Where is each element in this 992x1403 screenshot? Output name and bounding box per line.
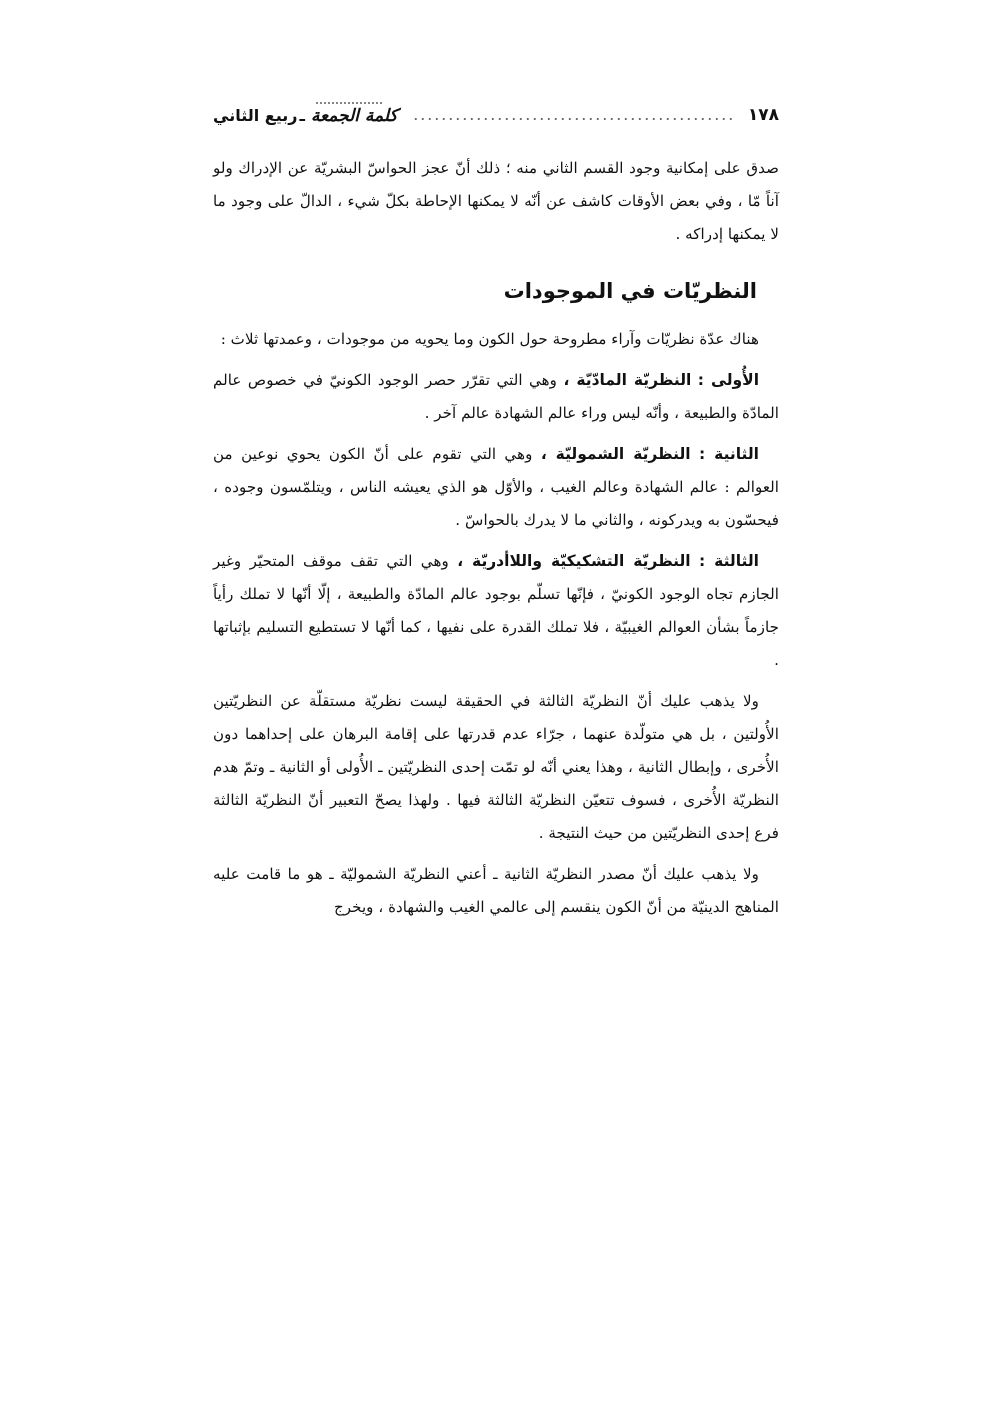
running-header <box>213 98 779 132</box>
theory-ordinal: الأُولى : <box>697 371 760 389</box>
theory-paragraph-comprehensive <box>213 438 779 537</box>
theory-description: وهي التي تقوم على أنّ الكون يحوي نوعين من العوالم : عالم الشهادة وعالم الغيب ، والأوّل هو الذي يعيشه الناس ، ويتلمّسون وجوده ، فيحسّون به ويدركونه ، والثاني ما لا يدرك بالحواسّ . <box>213 445 779 529</box>
theory-ordinal: الثالثة : <box>699 552 759 570</box>
page-number: ١٧٨ <box>747 105 779 125</box>
theory-paragraph-materialist <box>213 364 779 430</box>
issue-month: ربيع الثاني <box>213 105 298 125</box>
header-separator: ـ <box>299 105 305 125</box>
theory-name: النظريّة الشموليّة ، <box>540 445 691 463</box>
closing-paragraph: ولا يذهب عليك أنّ مصدر النظريّة الثانية ـ أعني النظريّة الشموليّة ـ هو ما قامت عليه المناهج الدينيّة من أنّ الكون ينقسم إلى عالمي الغيب والشهادة ، ويخرج <box>213 865 779 916</box>
section-heading: النظريّات في الموجودات <box>503 279 757 303</box>
theory-ordinal: الثانية : <box>699 445 759 463</box>
analysis-paragraph: ولا يذهب عليك أنّ النظريّة الثالثة في الحقيقة ليست نظريّة مستقلّة عن النظريّتين الأُولتين ، بل هي متولّدة عنهما ، جرّاء عدم قدرتها على إقامة البرهان على إحداهما دون الأُخرى ، وإبطال الثانية ، وهذا يعني أنّه لو تمّت إحدى النظريّتين ـ الأُولى أو الثانية ـ وتمّ هدم النظريّة الأُخرى ، فسوف تتعيّن النظريّة الثالثة فيها . ولهذا يصحّ التعبير أنّ النظريّة الثالثة فرع إحدى النظريّتين من حيث النتيجة . <box>213 692 779 842</box>
journal-title <box>213 104 398 126</box>
dot-leader-divider <box>414 118 734 120</box>
theory-description: وهي التي تقف موقف المتحيّر وغير الجازم تجاه الوجود الكونيّ ، فإنّها تسلّم بوجود عالم المادّة والطبيعة ، إلّا أنّها لا تملك رأياً جازماً بشأن العوالم الغيبيّة ، فلا تملك القدرة على نفيها ، كما أنّها لا تستطيع التسليم بإثباتها . <box>213 552 779 669</box>
theory-name: النظريّة التشكيكيّة واللاأدريّة ، <box>457 552 691 570</box>
theory-paragraph-agnostic <box>213 545 779 677</box>
intro-paragraph: صدق على إمكانية وجود القسم الثاني منه ؛ ذلك أنّ عجز الحواسّ البشريّة عن الإدراك ولو آناً مّا ، وفي بعض الأوقات كاشف عن أنّه لا يمكنها الإحاطة بكلّ شيء ، الدالّ على وجود ما لا يمكنها إدراكه . <box>213 159 779 243</box>
theory-description: وهي التي تقرّر حصر الوجود الكونيّ في خصوص عالم المادّة والطبيعة ، وأنّه ليس وراء عالم الشهادة عالم آخر . <box>213 371 779 422</box>
document-page <box>213 98 779 924</box>
journal-logo-calligraphy: كلمة الجمعة <box>310 106 398 126</box>
theory-name: النظريّة المادّيّة ، <box>563 371 692 389</box>
overview-paragraph: هناك عدّة نظريّات وآراء مطروحة حول الكون وما يحويه من موجودات ، وعمدتها ثلاث : <box>220 330 759 348</box>
